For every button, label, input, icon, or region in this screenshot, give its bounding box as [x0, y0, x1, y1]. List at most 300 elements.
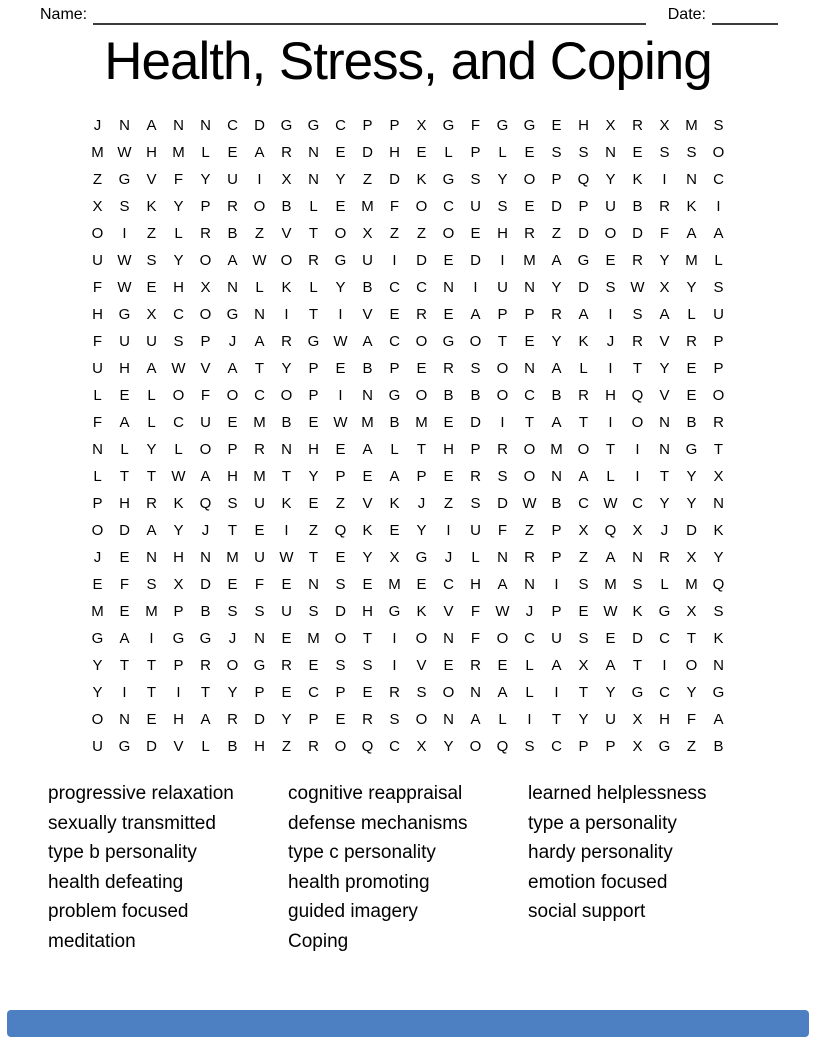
- grid-letter: W: [522, 495, 537, 512]
- grid-letter: I: [176, 684, 181, 701]
- grid-letter: U: [146, 333, 157, 350]
- grid-letter: U: [470, 522, 481, 539]
- grid-letter: K: [173, 495, 184, 512]
- grid-letter: N: [308, 576, 319, 593]
- grid-letter: U: [92, 360, 103, 377]
- grid-letter: H: [362, 603, 373, 620]
- grid-letter: A: [254, 144, 265, 161]
- grid-letter: Z: [254, 225, 265, 242]
- grid-letter: L: [525, 684, 534, 701]
- grid-letter: N: [524, 576, 535, 593]
- grid-letter: G: [712, 684, 725, 701]
- grid-letter: T: [659, 468, 670, 485]
- grid-letter: T: [119, 657, 130, 674]
- grid-letter: L: [309, 279, 318, 296]
- grid-letter: P: [416, 468, 427, 485]
- grid-letter: N: [524, 279, 535, 296]
- grid-letter: T: [146, 657, 157, 674]
- grid-letter: F: [470, 117, 481, 134]
- word-list-item: progressive relaxation: [48, 783, 234, 804]
- grid-letter: B: [713, 738, 724, 755]
- grid-letter: Y: [497, 171, 508, 188]
- name-label: Name:: [40, 6, 88, 23]
- grid-letter: N: [713, 657, 724, 674]
- word-list-item: learned helplessness: [528, 783, 707, 804]
- grid-letter: S: [578, 144, 589, 161]
- grid-letter: U: [254, 549, 265, 566]
- grid-letter: J: [606, 333, 615, 350]
- grid-letter: Y: [686, 495, 697, 512]
- grid-letter: E: [443, 657, 454, 674]
- grid-letter: D: [200, 576, 211, 593]
- grid-letter: K: [578, 333, 589, 350]
- grid-letter: L: [444, 144, 453, 161]
- grid-letter: E: [524, 198, 535, 215]
- grid-letter: R: [632, 117, 643, 134]
- word-list-item: guided imagery: [288, 901, 418, 922]
- grid-letter: E: [335, 711, 346, 728]
- grid-letter: L: [498, 711, 507, 728]
- word-list-item: hardy personality: [528, 842, 673, 863]
- grid-letter: C: [578, 495, 589, 512]
- grid-letter: E: [605, 630, 616, 647]
- word-list-item: social support: [528, 901, 646, 922]
- grid-letter: V: [659, 333, 670, 350]
- grid-letter: L: [174, 441, 183, 458]
- grid-letter: E: [443, 414, 454, 431]
- grid-letter: P: [335, 684, 346, 701]
- grid-letter: G: [496, 117, 509, 134]
- grid-letter: T: [686, 630, 697, 647]
- grid-letter: Z: [443, 495, 454, 512]
- grid-letter: N: [659, 441, 670, 458]
- grid-letter: P: [524, 306, 535, 323]
- grid-letter: F: [119, 576, 130, 593]
- grid-letter: Q: [712, 576, 725, 593]
- grid-letter: X: [416, 117, 427, 134]
- grid-letter: V: [416, 657, 427, 674]
- grid-letter: B: [551, 387, 562, 404]
- grid-letter: S: [335, 657, 346, 674]
- grid-letter: K: [632, 603, 643, 620]
- grid-letter: A: [470, 306, 481, 323]
- grid-letter: R: [659, 198, 670, 215]
- grid-letter: L: [606, 468, 615, 485]
- grid-letter: K: [416, 171, 427, 188]
- grid-letter: L: [471, 549, 480, 566]
- grid-letter: I: [608, 414, 613, 431]
- grid-letter: R: [470, 468, 481, 485]
- grid-letter: N: [227, 279, 238, 296]
- grid-letter: R: [659, 549, 670, 566]
- grid-letter: T: [551, 711, 562, 728]
- grid-letter: O: [334, 225, 347, 242]
- grid-letter: C: [524, 387, 535, 404]
- grid-letter: O: [523, 441, 536, 458]
- grid-letter: H: [173, 711, 184, 728]
- grid-letter: P: [713, 360, 724, 377]
- grid-letter: Y: [686, 684, 697, 701]
- grid-letter: T: [713, 441, 724, 458]
- grid-letter: F: [92, 414, 103, 431]
- grid-letter: G: [91, 630, 104, 647]
- word-list-item: Coping: [288, 930, 349, 952]
- grid-letter: E: [389, 522, 400, 539]
- grid-letter: P: [551, 171, 562, 188]
- grid-letter: U: [470, 198, 481, 215]
- grid-letter: P: [254, 684, 265, 701]
- grid-letter: O: [604, 225, 617, 242]
- grid-letter: O: [496, 360, 509, 377]
- grid-letter: T: [146, 684, 157, 701]
- grid-letter: C: [227, 117, 238, 134]
- grid-letter: T: [578, 414, 589, 431]
- grid-letter: P: [308, 387, 319, 404]
- grid-letter: O: [442, 225, 455, 242]
- grid-letter: W: [171, 468, 186, 485]
- grid-letter: E: [92, 576, 103, 593]
- grid-letter: I: [284, 522, 289, 539]
- grid-letter: R: [551, 306, 562, 323]
- grid-letter: D: [632, 630, 643, 647]
- grid-letter: M: [253, 414, 266, 431]
- grid-letter: K: [146, 198, 157, 215]
- grid-letter: E: [227, 576, 238, 593]
- grid-letter: O: [523, 468, 536, 485]
- grid-letter: S: [470, 360, 481, 377]
- grid-letter: Y: [443, 738, 454, 755]
- grid-letter: X: [713, 468, 724, 485]
- word-list-column: [528, 779, 768, 956]
- grid-letter: J: [201, 522, 210, 539]
- grid-letter: X: [632, 522, 643, 539]
- grid-letter: C: [632, 495, 643, 512]
- grid-letter: I: [473, 279, 478, 296]
- grid-letter: O: [415, 333, 428, 350]
- grid-letter: E: [227, 414, 238, 431]
- name-fill-line: [93, 4, 646, 25]
- grid-letter: Q: [496, 738, 509, 755]
- grid-letter: U: [92, 252, 103, 269]
- grid-letter: N: [659, 414, 670, 431]
- grid-letter: B: [362, 279, 373, 296]
- grid-letter: E: [308, 657, 319, 674]
- word-list-item: sexually transmitted: [48, 812, 216, 834]
- grid-letter: O: [469, 738, 482, 755]
- grid-letter: H: [578, 117, 589, 134]
- grid-letter: A: [254, 333, 265, 350]
- grid-letter: T: [416, 441, 427, 458]
- grid-letter: C: [254, 387, 265, 404]
- grid-letter: S: [632, 306, 643, 323]
- grid-letter: E: [227, 144, 238, 161]
- grid-letter: Q: [199, 495, 212, 512]
- grid-letter: Y: [200, 171, 211, 188]
- grid-letter: G: [442, 171, 455, 188]
- word-search-grid: [84, 112, 732, 760]
- grid-letter: U: [605, 711, 616, 728]
- grid-letter: E: [281, 630, 292, 647]
- grid-letter: A: [119, 630, 130, 647]
- grid-letter: S: [146, 576, 157, 593]
- grid-letter: W: [252, 252, 267, 269]
- grid-letter: P: [578, 738, 589, 755]
- grid-letter: N: [497, 549, 508, 566]
- grid-letter: P: [335, 468, 346, 485]
- grid-letter: K: [686, 198, 697, 215]
- grid-letter: G: [631, 684, 644, 701]
- grid-letter: C: [173, 306, 184, 323]
- grid-letter: C: [416, 279, 427, 296]
- grid-letter: K: [281, 495, 292, 512]
- grid-letter: S: [713, 603, 724, 620]
- grid-letter: M: [253, 468, 266, 485]
- grid-letter: P: [227, 441, 238, 458]
- grid-letter: B: [389, 414, 400, 431]
- grid-letter: O: [442, 684, 455, 701]
- grid-letter: G: [118, 738, 131, 755]
- grid-letter: P: [605, 738, 616, 755]
- grid-letter: E: [362, 576, 373, 593]
- grid-letter: F: [470, 630, 481, 647]
- grid-letter: C: [389, 279, 400, 296]
- grid-letter: P: [551, 603, 562, 620]
- grid-letter: R: [254, 441, 265, 458]
- grid-letter: Q: [631, 387, 644, 404]
- grid-letter: G: [685, 441, 698, 458]
- grid-letter: O: [253, 198, 266, 215]
- grid-letter: W: [603, 495, 618, 512]
- grid-letter: A: [389, 468, 400, 485]
- grid-letter: Y: [659, 252, 670, 269]
- grid-letter: Y: [686, 468, 697, 485]
- grid-letter: H: [119, 360, 130, 377]
- grid-letter: S: [497, 198, 508, 215]
- grid-letter: T: [308, 306, 319, 323]
- grid-letter: U: [362, 252, 373, 269]
- grid-letter: B: [443, 387, 454, 404]
- grid-letter: A: [119, 414, 130, 431]
- grid-letter: A: [713, 711, 724, 728]
- grid-letter: P: [173, 603, 184, 620]
- grid-letter: H: [92, 306, 103, 323]
- grid-letter: T: [308, 549, 319, 566]
- grid-letter: N: [119, 117, 130, 134]
- grid-letter: P: [470, 144, 481, 161]
- grid-letter: H: [119, 495, 130, 512]
- grid-letter: T: [632, 360, 643, 377]
- grid-letter: G: [523, 117, 536, 134]
- grid-letter: E: [443, 306, 454, 323]
- grid-letter: N: [200, 549, 211, 566]
- grid-letter: A: [551, 657, 562, 674]
- grid-letter: P: [470, 441, 481, 458]
- grid-letter: L: [255, 279, 264, 296]
- grid-letter: O: [631, 414, 644, 431]
- grid-letter: Y: [578, 711, 589, 728]
- grid-letter: S: [173, 333, 184, 350]
- grid-letter: G: [442, 117, 455, 134]
- grid-letter: A: [659, 306, 670, 323]
- grid-letter: L: [93, 468, 102, 485]
- grid-letter: H: [497, 225, 508, 242]
- grid-letter: B: [281, 414, 292, 431]
- grid-letter: Y: [551, 279, 562, 296]
- grid-letter: E: [254, 522, 265, 539]
- grid-letter: D: [497, 495, 508, 512]
- grid-letter: S: [551, 144, 562, 161]
- grid-letter: J: [660, 522, 669, 539]
- grid-letter: O: [415, 198, 428, 215]
- grid-letter: O: [712, 144, 725, 161]
- grid-letter: E: [389, 306, 400, 323]
- grid-letter: E: [416, 144, 427, 161]
- grid-letter: L: [498, 144, 507, 161]
- grid-letter: C: [173, 414, 184, 431]
- grid-letter: N: [200, 117, 211, 134]
- grid-letter: U: [497, 279, 508, 296]
- grid-letter: P: [389, 117, 400, 134]
- grid-letter: F: [686, 711, 697, 728]
- grid-letter: W: [630, 279, 645, 296]
- grid-letter: O: [91, 711, 104, 728]
- grid-letter: Y: [335, 279, 346, 296]
- grid-letter: E: [335, 441, 346, 458]
- grid-letter: F: [389, 198, 400, 215]
- grid-letter: O: [91, 522, 104, 539]
- grid-letter: Z: [146, 225, 157, 242]
- grid-letter: R: [308, 738, 319, 755]
- grid-letter: L: [714, 252, 723, 269]
- grid-letter: R: [362, 711, 373, 728]
- grid-letter: F: [659, 225, 670, 242]
- grid-letter: C: [524, 630, 535, 647]
- grid-letter: T: [578, 684, 589, 701]
- grid-letter: N: [146, 549, 157, 566]
- grid-letter: W: [117, 144, 132, 161]
- grid-letter: C: [443, 576, 454, 593]
- grid-letter: Z: [524, 522, 535, 539]
- grid-letter: N: [119, 711, 130, 728]
- grid-letter: U: [254, 495, 265, 512]
- grid-letter: T: [146, 468, 157, 485]
- grid-letter: G: [658, 603, 671, 620]
- grid-letter: S: [470, 495, 481, 512]
- grid-letter: G: [172, 630, 185, 647]
- grid-letter: C: [443, 198, 454, 215]
- grid-letter: J: [444, 549, 453, 566]
- grid-letter: S: [578, 630, 589, 647]
- grid-letter: N: [254, 306, 265, 323]
- grid-letter: S: [119, 198, 130, 215]
- grid-letter: T: [254, 360, 265, 377]
- grid-letter: R: [200, 657, 211, 674]
- grid-letter: E: [686, 387, 697, 404]
- grid-letter: P: [173, 657, 184, 674]
- grid-letter: N: [686, 171, 697, 188]
- grid-letter: P: [578, 198, 589, 215]
- grid-letter: A: [200, 711, 211, 728]
- grid-letter: V: [659, 387, 670, 404]
- grid-letter: G: [307, 333, 320, 350]
- date-fill-line: [712, 4, 778, 25]
- grid-letter: N: [524, 360, 535, 377]
- word-list-item: type c personality: [288, 842, 436, 863]
- grid-letter: R: [470, 657, 481, 674]
- grid-letter: R: [227, 711, 238, 728]
- grid-letter: Z: [92, 171, 103, 188]
- grid-letter: D: [578, 225, 589, 242]
- grid-letter: J: [525, 603, 534, 620]
- grid-letter: A: [497, 684, 508, 701]
- grid-letter: S: [227, 603, 238, 620]
- grid-letter: A: [470, 711, 481, 728]
- grid-letter: L: [201, 144, 210, 161]
- grid-letter: I: [662, 657, 667, 674]
- grid-letter: M: [388, 576, 401, 593]
- grid-letter: Z: [416, 225, 427, 242]
- grid-letter: O: [577, 441, 590, 458]
- grid-letter: I: [446, 522, 451, 539]
- grid-letter: I: [392, 630, 397, 647]
- grid-letter: A: [605, 549, 616, 566]
- grid-letter: O: [199, 252, 212, 269]
- grid-letter: O: [226, 387, 239, 404]
- grid-letter: T: [605, 441, 616, 458]
- grid-letter: N: [362, 387, 373, 404]
- grid-letter: I: [284, 306, 289, 323]
- grid-letter: B: [281, 198, 292, 215]
- grid-letter: A: [551, 414, 562, 431]
- grid-letter: S: [362, 657, 373, 674]
- grid-letter: K: [713, 522, 724, 539]
- grid-letter: S: [524, 738, 535, 755]
- grid-letter: T: [362, 630, 373, 647]
- grid-letter: O: [334, 630, 347, 647]
- grid-letter: H: [605, 387, 616, 404]
- grid-letter: N: [551, 468, 562, 485]
- grid-letter: O: [172, 387, 185, 404]
- grid-letter: I: [338, 387, 343, 404]
- grid-letter: O: [280, 252, 293, 269]
- grid-letter: X: [146, 306, 157, 323]
- grid-letter: X: [578, 657, 589, 674]
- grid-letter: L: [309, 198, 318, 215]
- grid-letter: S: [659, 144, 670, 161]
- grid-letter: S: [335, 576, 346, 593]
- grid-letter: P: [308, 711, 319, 728]
- grid-letter: D: [632, 225, 643, 242]
- grid-letter: R: [416, 306, 427, 323]
- grid-letter: E: [335, 144, 346, 161]
- grid-letter: Y: [281, 711, 292, 728]
- word-list-item: defense mechanisms: [288, 812, 468, 834]
- grid-letter: E: [119, 603, 130, 620]
- grid-letter: O: [415, 711, 428, 728]
- horizontal-scrollbar[interactable]: [7, 1010, 809, 1037]
- word-list-column: [288, 779, 528, 956]
- grid-letter: A: [146, 117, 157, 134]
- grid-letter: L: [201, 738, 210, 755]
- grid-letter: M: [685, 576, 698, 593]
- grid-letter: D: [551, 198, 562, 215]
- grid-letter: E: [362, 684, 373, 701]
- grid-letter: J: [417, 495, 426, 512]
- grid-letter: X: [389, 549, 400, 566]
- grid-letter: F: [92, 279, 103, 296]
- grid-letter: K: [632, 171, 643, 188]
- grid-letter: M: [91, 144, 104, 161]
